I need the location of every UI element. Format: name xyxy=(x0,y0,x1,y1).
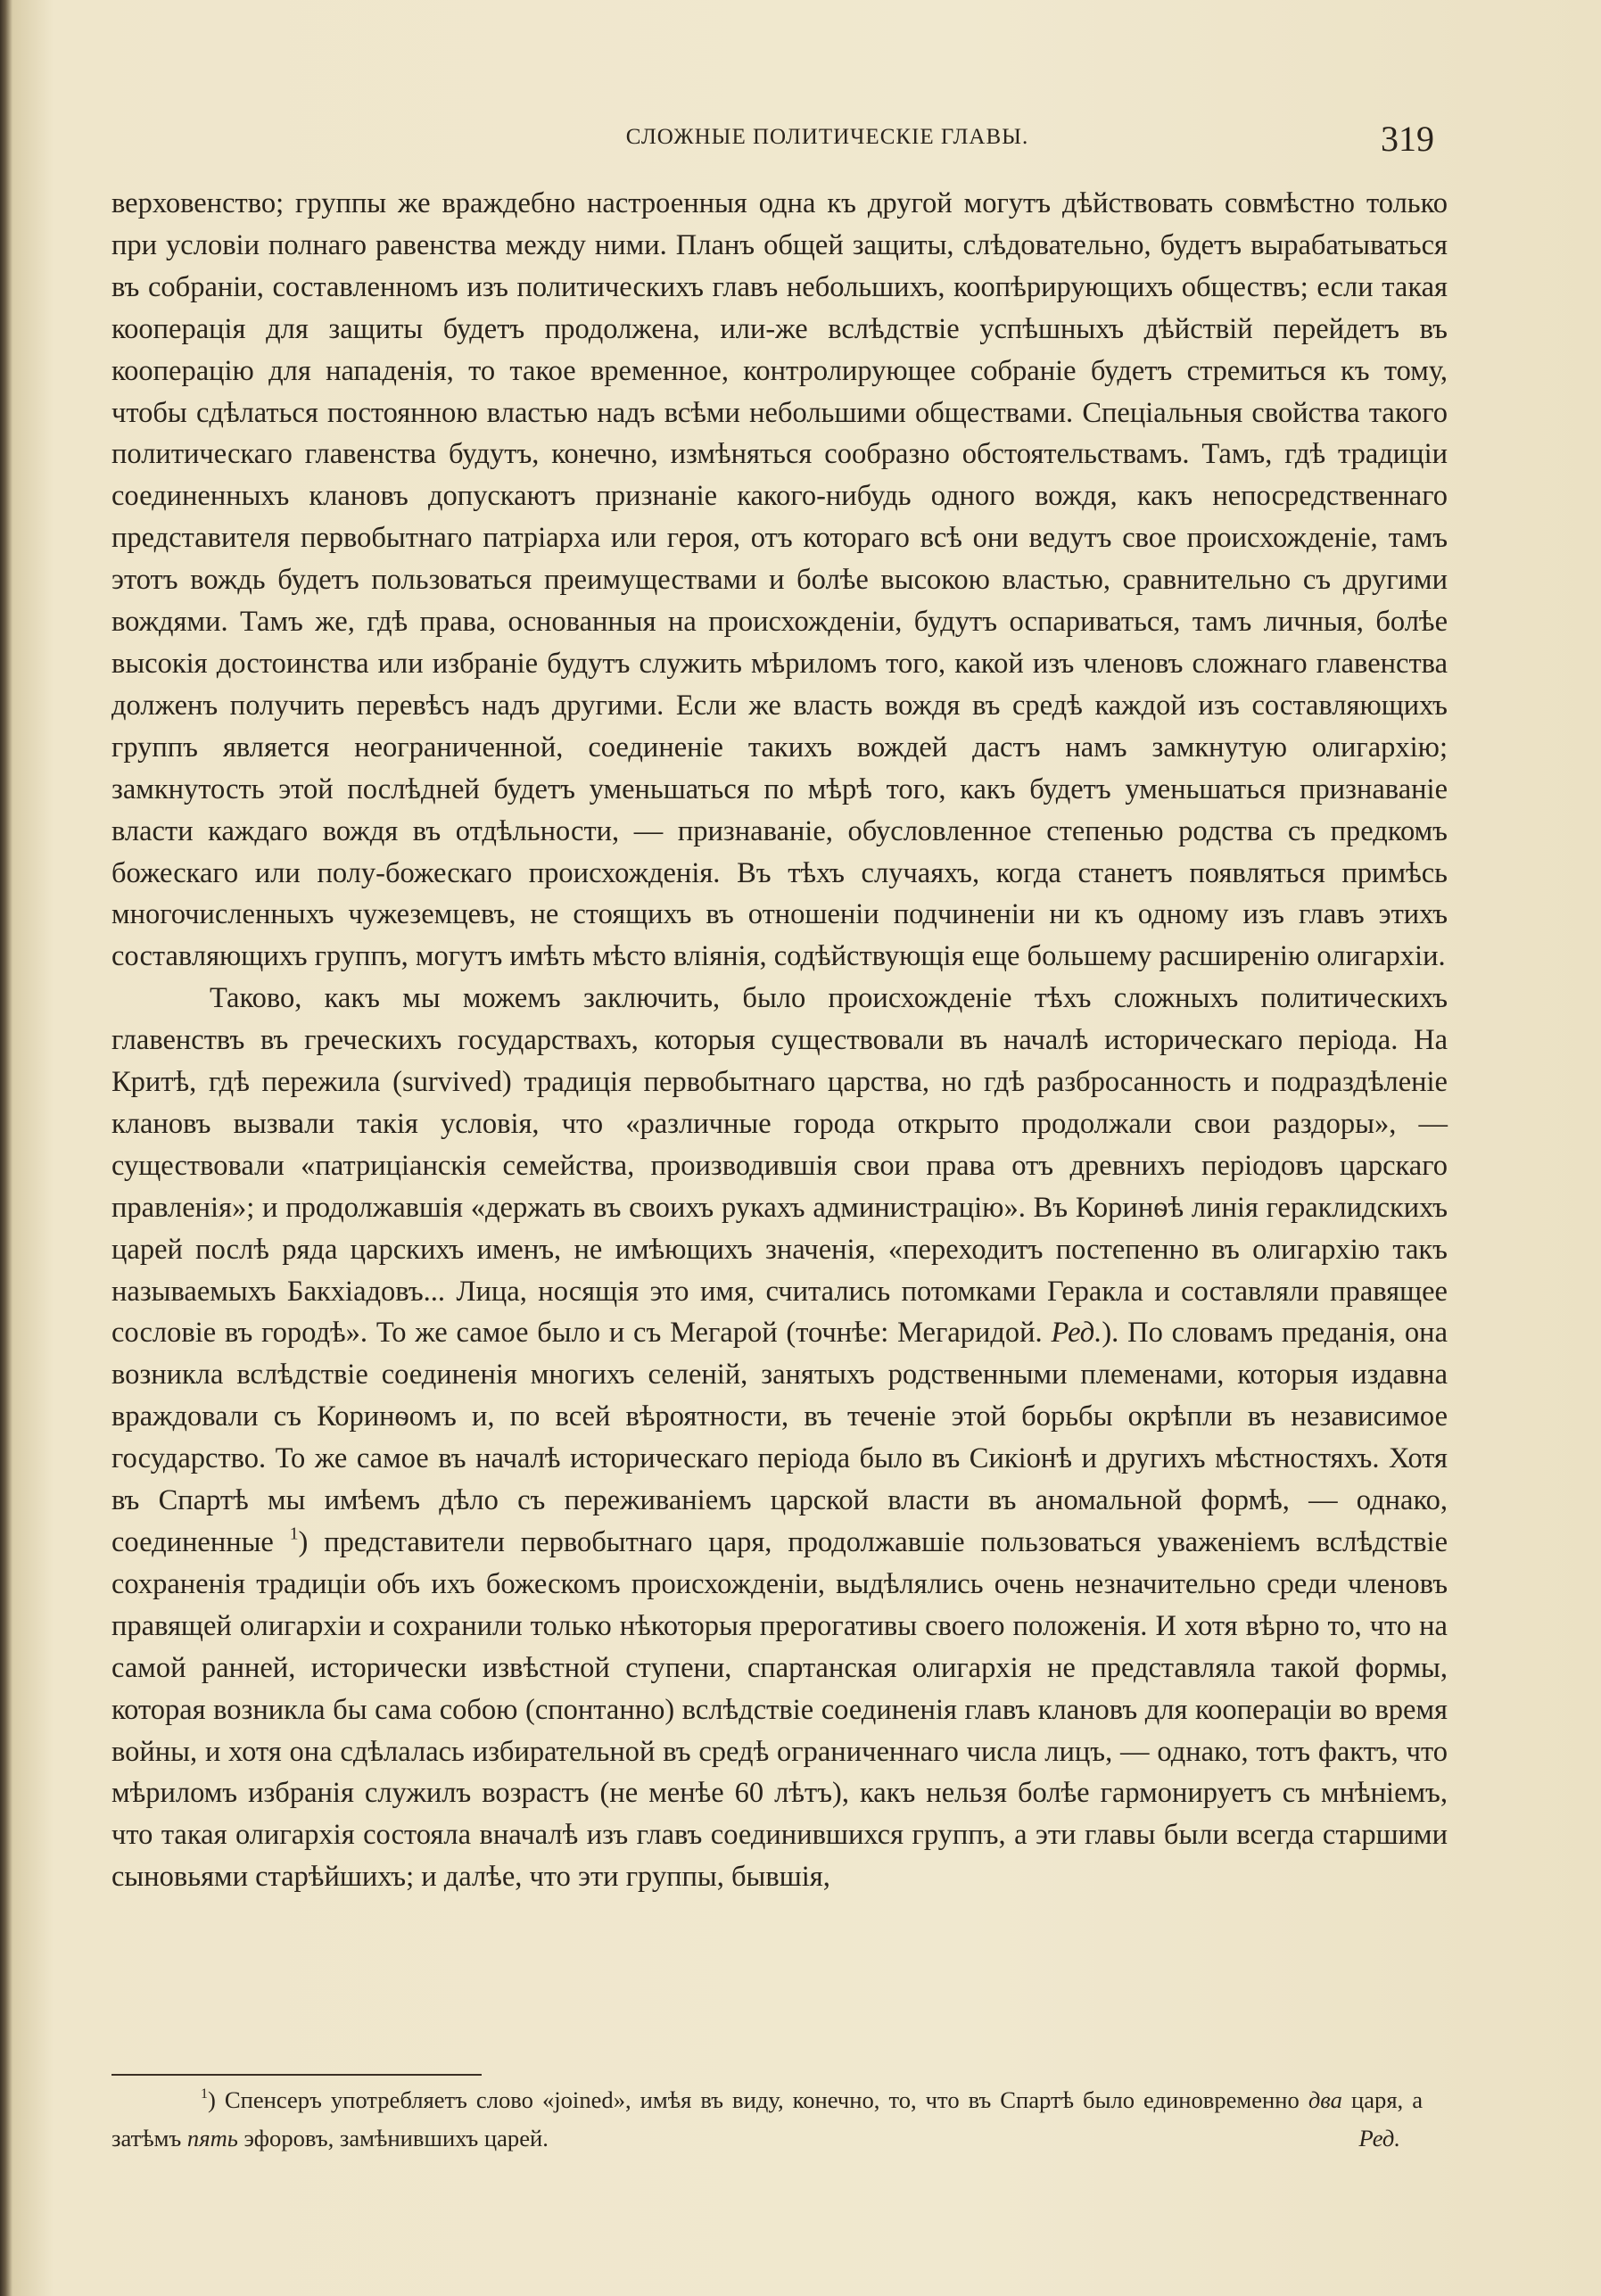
paragraph-2-text-c: ) представители первобытнаго царя, продолжавшіе пользоваться уваженіемъ вслѣдствіе сохраненія традиціи объ ихъ божескомъ происхожденіи, выдѣлялись очень незначительно среди членовъ правящей олигархіи и сохранили только нѣкоторыя прерогативы своего положенія. И хотя вѣрно то, что на самой ранней, исторически извѣстной ступени, спартанская олигархія не представляла такой формы, которая возникла бы сама собою (спонтанно) вслѣдствіе соединенія главъ клановъ для коопераціи во время войны, и хотя она сдѣлалась избирательной въ средѣ ограниченнаго числа лицъ, — однако, тотъ фактъ, что мѣриломъ избранія служилъ возрастъ (не менѣе 60 лѣтъ), какъ нельзя болѣе гармонируетъ съ мнѣніемъ, что такая олигархія состояла вначалѣ изъ главъ соединившихся группъ, а эти главы были всегда старшими сыновьями старѣйшихъ; и далѣе, что эти группы, бывшія, xyxy=(111,1526,1448,1894)
footnote-reference: 1 xyxy=(289,1524,299,1544)
footnote-text-c: эфоровъ, замѣнившихъ царей. xyxy=(243,2125,549,2151)
paragraph-2 xyxy=(111,978,1448,1898)
page-number: 319 xyxy=(1381,119,1434,159)
paragraph-1 xyxy=(111,183,1448,978)
footnote-italic-five: пять xyxy=(186,2125,238,2151)
paragraph-2-text-a: Таково, какъ мы можемъ заключить, было происхожденіе тѣхъ сложныхъ политическихъ главенствъ въ греческихъ государствахъ, которыя существовали въ началѣ историческаго періода. На Критѣ, гдѣ пережила (survived) традиція первобытнаго царства, но гдѣ разбросанность и подраздѣленіе клановъ вызвали такія условія, что «различные города открыто продолжали свои раздоры», — существовали «патриціанскія семейства, производившія свои права отъ древнихъ періодовъ царскаго правленія»; и продолжавшія «держать въ своихъ рукахъ администрацію». Въ Коринѳѣ линія гераклидскихъ царей послѣ ряда царскихъ именъ, не имѣющихъ значенія, «переходитъ постепенно въ олигархію такъ называемыхъ Бакхіадовъ... Лица, носящія это имя, считались потомками Геракла и составляли правящее сословіе въ городѣ». То же самое было и съ Мегарой (точнѣе: Мегаридой. xyxy=(111,982,1448,1350)
footnote-text-a: ) Спенсеръ употребляетъ слово «joined», имѣя въ виду, конечно, то, что въ Спартѣ было единовременно xyxy=(207,2086,1300,2113)
paragraph-2-text-b: ). По словамъ преданія, она возникла вслѣдствіе соединенія многихъ селеній, занятыхъ родственными племенами, которыя издавна враждовали съ Коринѳомъ и, по всей вѣроятности, въ теченіе этой борьбы окрѣпли въ независимое государство. То же самое въ началѣ историческаго періода было въ Сикіонѣ и другихъ мѣстностяхъ. Хотя въ Спартѣ мы имѣемъ дѣло съ переживаніемъ царской власти въ аномальной формѣ, — однако, соединенные xyxy=(111,1317,1448,1558)
footnote-divider xyxy=(111,2074,482,2076)
body-text xyxy=(111,183,1448,1898)
paragraph-1-text: верховенство; группы же враждебно настроенныя одна къ другой могутъ дѣйствовать совмѣстно только при условіи полнаго равенства между ними. Планъ общей защиты, слѣдовательно, будетъ вырабатываться въ собраніи, составленномъ изъ политическихъ главъ небольшихъ, коопѣрирующихъ обществъ; если такая кооперація для защиты будетъ продолжена, или-же вслѣдствіе успѣшныхъ дѣйствій перейдетъ въ кооперацію для нападенія, то такое временное, контролирующее собраніе будетъ стремиться къ тому, чтобы сдѣлаться постоянною властью надъ всѣми небольшими обществами. Спеціальныя свойства такого политическаго главенства будутъ, конечно, измѣняться сообразно обстоятельствамъ. Тамъ, гдѣ традиціи соединенныхъ клановъ допускаютъ признаніе какого-нибудь одного вождя, какъ непосредственнаго представителя первобытнаго патріарха или героя, отъ котораго всѣ они ведутъ свое происхожденіе, тамъ этотъ вождь будетъ пользоваться преимуществами и болѣе высокою властью, сравнительно съ другими вождями. Тамъ же, гдѣ права, основанныя на происхожденіи, будутъ оспариваться, тамъ личныя, болѣе высокія достоинства или избраніе будутъ служить мѣриломъ того, какой изъ членовъ сложнаго главенства долженъ получить перевѣсъ надъ другими. Если же власть вождя въ средѣ каждой изъ составляющихъ группъ является неограниченной, соединеніе такихъ вождей дастъ намъ замкнутую олигархію; замкнутость этой послѣдней будетъ уменьшаться по мѣрѣ того, какъ будетъ уменьшаться признаваніе власти каждаго вождя въ отдѣльности, — признаваніе, обусловленное степенью родства съ предкомъ божескаго или полу-божескаго происхожденія. Въ тѣхъ случаяхъ, когда станетъ появляться примѣсь многочисленныхъ чужеземцевъ, не стоящихъ въ отношеніи подчиненіи ни къ одному изъ главъ этихъ составляющихъ группъ, могутъ имѣть мѣсто вліянія, содѣйствующія еще большему расширенію олигархіи. xyxy=(111,187,1448,973)
page-header xyxy=(0,118,1601,162)
footnote-text-b: царя, а затѣмъ xyxy=(111,2086,1424,2151)
running-head: СЛОЖНЫЕ ПОЛИТИЧЕСКІЕ ГЛАВЫ. xyxy=(625,125,1029,149)
footnote-text xyxy=(111,2081,1423,2158)
footnote-italic-two: два xyxy=(1308,2086,1342,2113)
footnote-marker: 1 xyxy=(201,2085,208,2102)
editor-note-mark: Ред. xyxy=(1051,1317,1102,1350)
footnote-editor-mark: Ред. xyxy=(1358,2125,1400,2151)
footnote xyxy=(111,2081,1423,2158)
